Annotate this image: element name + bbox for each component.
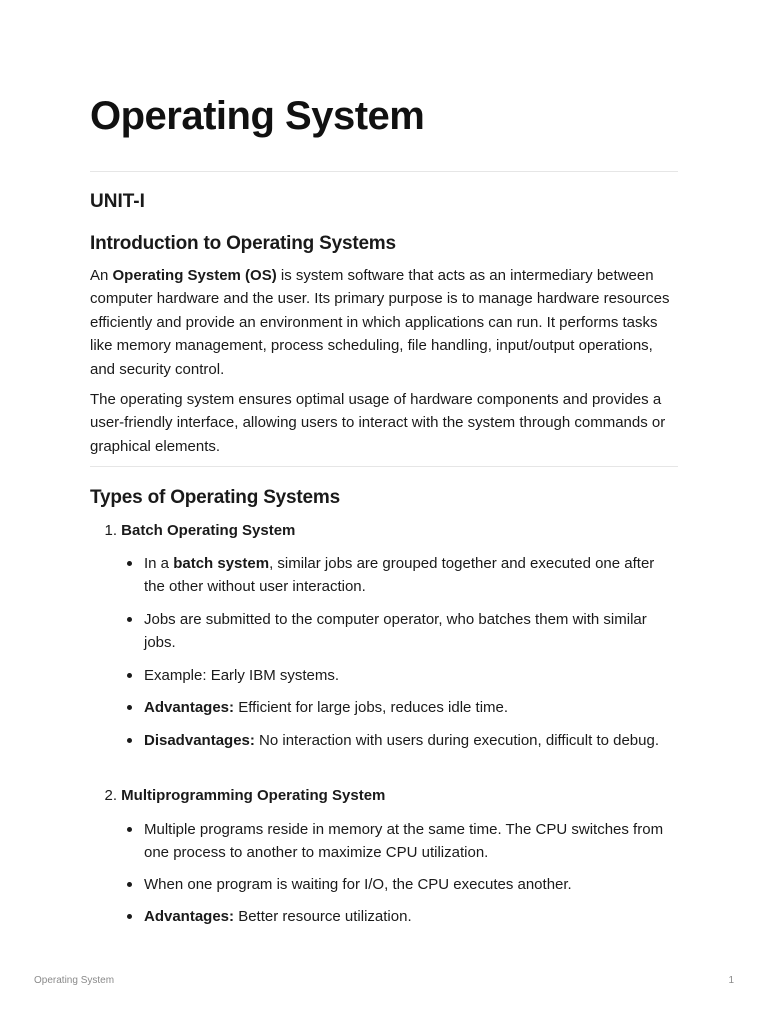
bullet-item: Multiple programs reside in memory at the same time. The CPU switches from one process to another to maximize CPU utilization. bbox=[144, 818, 664, 865]
bullet-item bbox=[144, 696, 664, 719]
text-span: Efficient for large jobs, reduces idle time. bbox=[234, 699, 509, 716]
text-span: is system software that acts as an intermediary between computer hardware and the user. Its primary purpose is to manage hardware resources efficiently and provide an environment in which applications can run. It performs tasks like memory management, process scheduling, file handling, input/output operations, and security control. bbox=[90, 267, 670, 378]
list-item-multiprogramming-os bbox=[90, 784, 385, 807]
unit-heading: UNIT-I bbox=[90, 191, 145, 212]
intro-paragraph-2: The operating system ensures optimal usage of hardware components and provides a user-friendly interface, allowing users to interact with the system through commands or graphical elements. bbox=[90, 391, 666, 455]
bold-term: Operating System (OS) bbox=[112, 267, 277, 284]
text-span: An bbox=[90, 267, 113, 284]
text-span: , similar jobs are grouped together and executed one after the other without user interaction. bbox=[144, 555, 655, 596]
intro-paragraph-1 bbox=[90, 264, 678, 381]
footer-document-title: Operating System bbox=[34, 975, 115, 986]
page-title: Operating System bbox=[90, 94, 425, 138]
bullet-item bbox=[144, 552, 664, 599]
bullet-item: Jobs are submitted to the computer operator, who batches them with similar jobs. bbox=[144, 608, 664, 655]
divider bbox=[90, 466, 678, 467]
text-span: In a bbox=[144, 555, 174, 572]
footer-page-number: 1 bbox=[728, 975, 734, 986]
bullet-item bbox=[144, 729, 664, 752]
bold-term: Advantages: bbox=[144, 699, 235, 716]
text-span: Better resource utilization. bbox=[234, 908, 412, 925]
text-span: No interaction with users during execution, difficult to debug. bbox=[254, 732, 659, 749]
bullet-item bbox=[144, 905, 664, 928]
list-number: 1. bbox=[104, 522, 117, 539]
list-item-label: Batch Operating System bbox=[121, 522, 296, 539]
list-item-batch-os bbox=[90, 519, 295, 542]
bold-term: batch system bbox=[173, 555, 270, 572]
intro-heading: Introduction to Operating Systems bbox=[90, 233, 396, 254]
types-heading: Types of Operating Systems bbox=[90, 487, 340, 508]
divider bbox=[90, 171, 678, 172]
bullet-item: Example: Early IBM systems. bbox=[144, 664, 664, 687]
list-number: 2. bbox=[104, 787, 117, 804]
bold-term: Disadvantages: bbox=[144, 732, 255, 749]
bullet-item: When one program is waiting for I/O, the CPU executes another. bbox=[144, 873, 664, 896]
bold-term: Advantages: bbox=[144, 908, 235, 925]
list-item-label: Multiprogramming Operating System bbox=[121, 787, 386, 804]
